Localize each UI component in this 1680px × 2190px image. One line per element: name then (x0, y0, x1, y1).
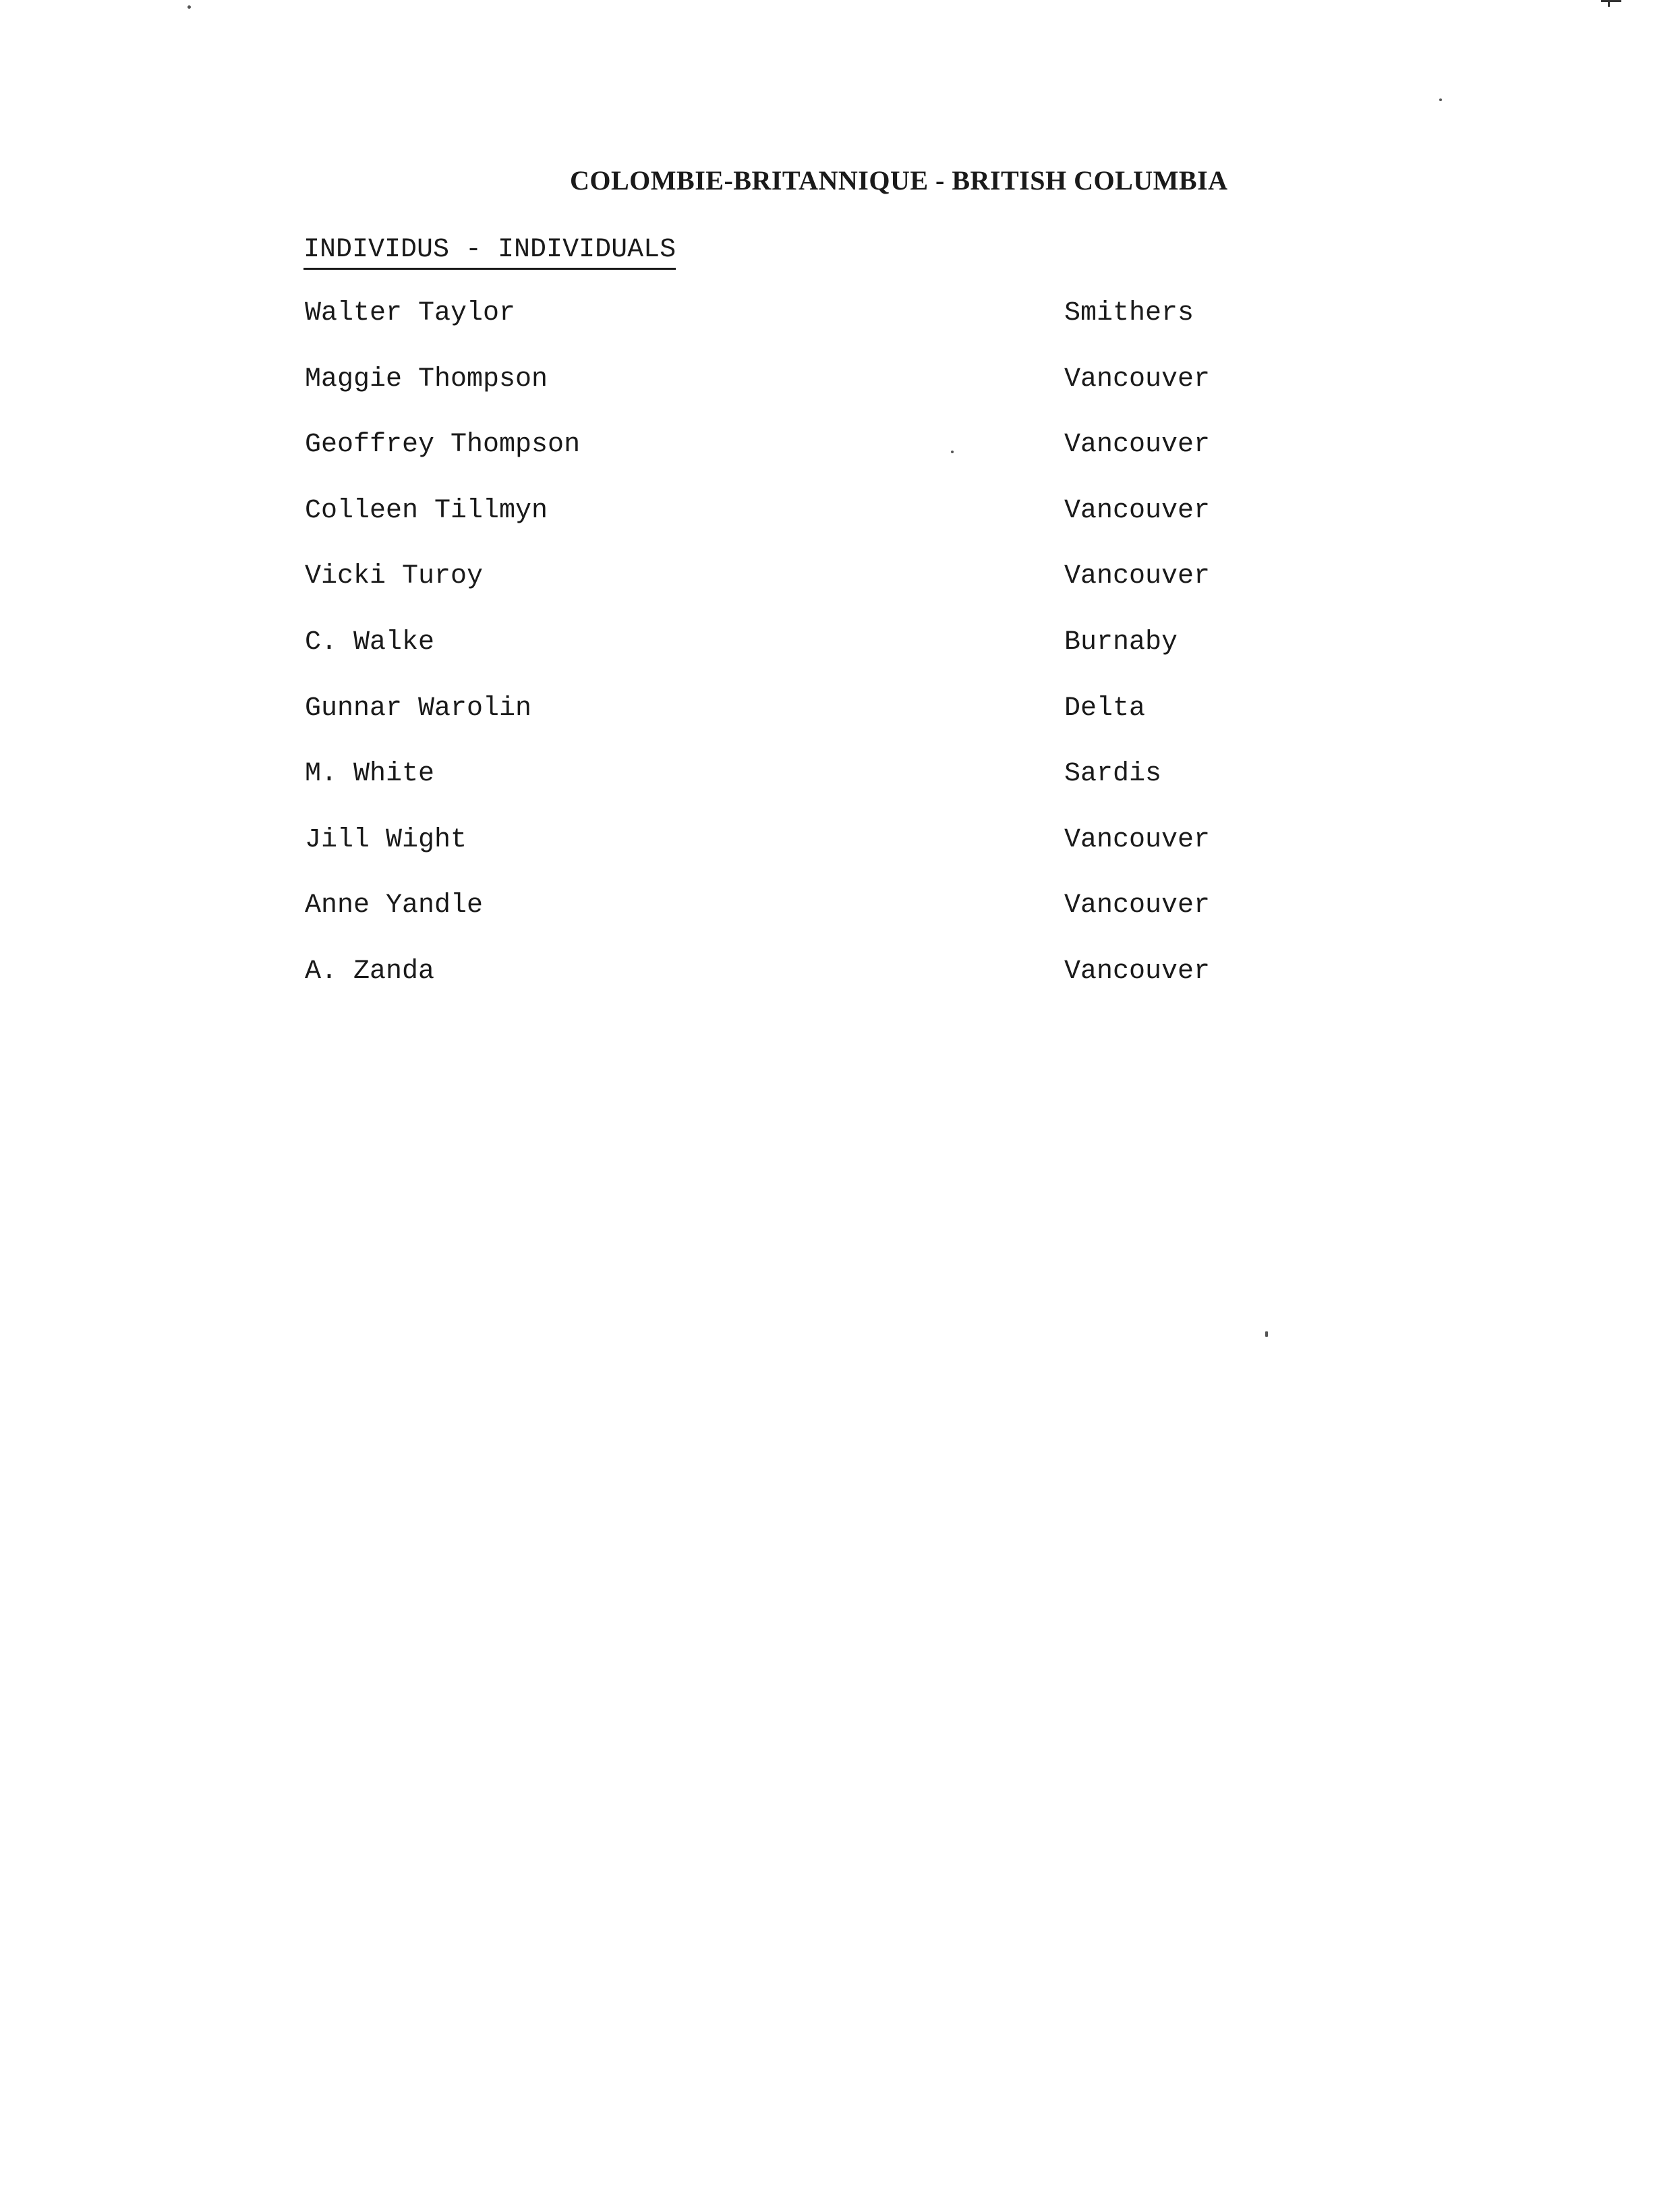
individual-name: Colleen Tillmyn (305, 495, 548, 526)
list-item (305, 627, 1249, 693)
individual-city: Delta (1064, 693, 1146, 724)
list-item (305, 561, 1249, 627)
scan-speck (1439, 98, 1442, 101)
individual-name: Jill Wight (305, 824, 467, 855)
list-item (305, 890, 1249, 956)
individual-city: Vancouver (1064, 824, 1211, 855)
scan-speck (951, 451, 954, 453)
individual-city: Vancouver (1064, 430, 1211, 461)
individual-city: Sardis (1064, 759, 1162, 790)
list-item (305, 825, 1249, 891)
page-title: COLOMBIE-BRITANNIQUE - BRITISH COLUMBIA (570, 165, 1228, 196)
list-item (305, 430, 1249, 496)
individual-city: Vancouver (1064, 495, 1211, 526)
scan-speck (1265, 1331, 1268, 1337)
individual-city: Smithers (1064, 298, 1194, 328)
individual-name: Maggie Thompson (305, 364, 548, 395)
individual-city: Vancouver (1064, 890, 1211, 921)
scan-speck (187, 5, 191, 9)
individual-city: Burnaby (1064, 627, 1178, 658)
individual-name: M. White (305, 759, 435, 790)
individual-name: A. Zanda (305, 956, 435, 987)
list-item (305, 298, 1249, 364)
individual-city: Vancouver (1064, 956, 1211, 987)
individual-name: Walter Taylor (305, 298, 516, 328)
list-item (305, 496, 1249, 562)
individual-name: C. Walke (305, 627, 435, 658)
individual-name: Vicki Turoy (305, 561, 484, 592)
individual-name: Gunnar Warolin (305, 693, 532, 724)
list-item (305, 693, 1249, 759)
scan-speck (1608, 0, 1610, 7)
individual-city: Vancouver (1064, 561, 1211, 592)
section-heading: INDIVIDUS - INDIVIDUALS (303, 235, 676, 270)
list-item (305, 759, 1249, 825)
individual-name: Geoffrey Thompson (305, 430, 581, 461)
individual-city: Vancouver (1064, 364, 1211, 395)
list-item (305, 956, 1249, 1022)
list-item (305, 364, 1249, 430)
individual-name: Anne Yandle (305, 890, 484, 921)
scan-speck (1601, 0, 1621, 2)
individuals-list (305, 298, 1249, 1022)
